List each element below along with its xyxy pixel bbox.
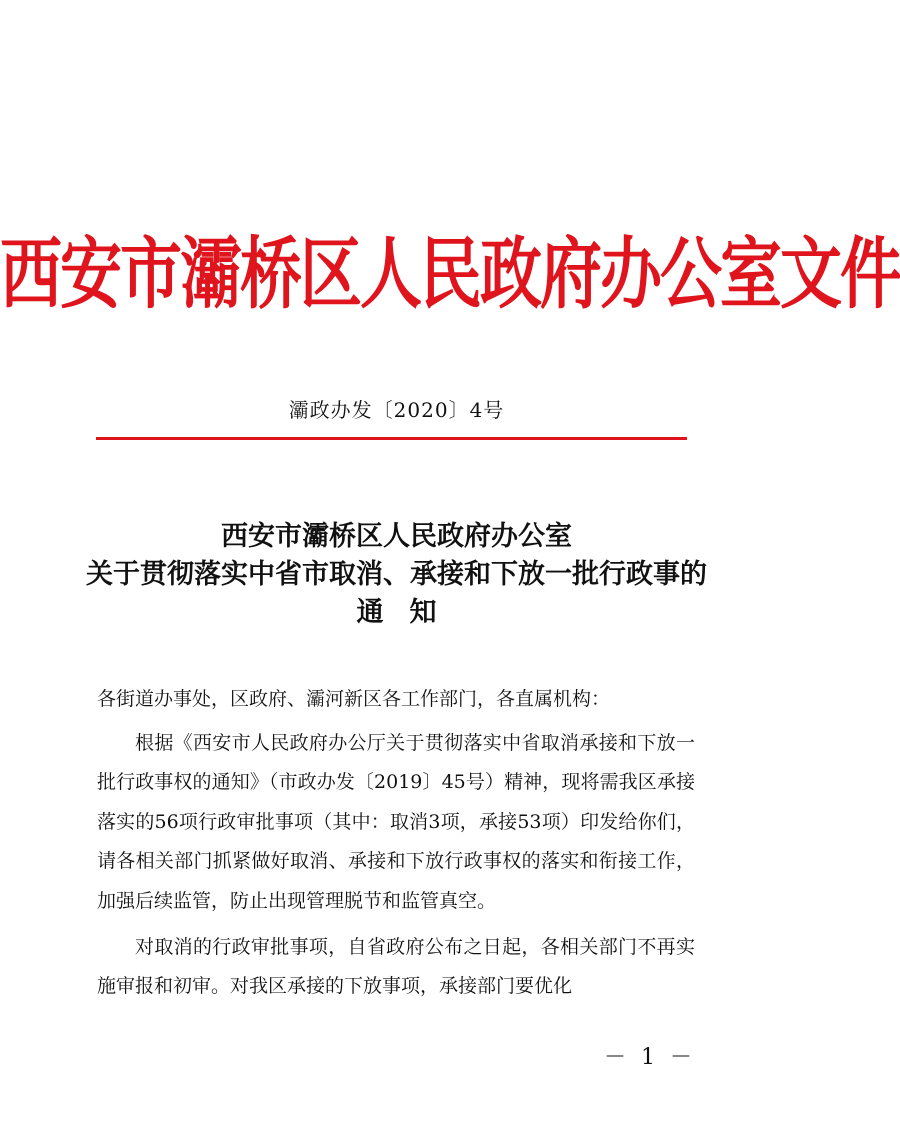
notice-title-line-1: 西安市灞桥区人民政府办公室 bbox=[221, 521, 572, 552]
notice-title bbox=[0, 518, 793, 632]
page-number: － 1 － bbox=[604, 1045, 696, 1070]
salutation: 各街道办事处，区政府、灞河新区各工作部门，各直属机构： bbox=[97, 688, 611, 710]
red-divider-line bbox=[96, 437, 687, 440]
body-paragraph-1: 根据《西安市人民政府办公厅关于贯彻落实中省取消承接和下放一批行政事权的通知》（市政办发〔2019〕45号）精神，现将需我区承接落实的56项行政审批事项（其中：取消3项，承接53项）印发给你们，请各相关部门抓紧做好取消、承接和下放行政事权的落实和衔接工作，加强后续监管，防止出现管理脱节和监管真空。 bbox=[97, 731, 695, 912]
document-body bbox=[97, 680, 695, 1007]
notice-title-line-3: 通知 bbox=[356, 597, 463, 628]
document-number: 灞政办发〔2020〕4号 bbox=[288, 398, 505, 422]
notice-title-line-2: 关于贯彻落实中省市取消、承接和下放一批行政事的 bbox=[86, 559, 707, 590]
body-paragraph-2: 对取消的行政审批事项，自省政府公布之日起，各相关部门不再实施审报和初审。对我区承接的下放事项，承接部门要优化 bbox=[97, 935, 695, 998]
document-header-title: 西安市灞桥区人民政府办公室文件 bbox=[0, 228, 900, 320]
